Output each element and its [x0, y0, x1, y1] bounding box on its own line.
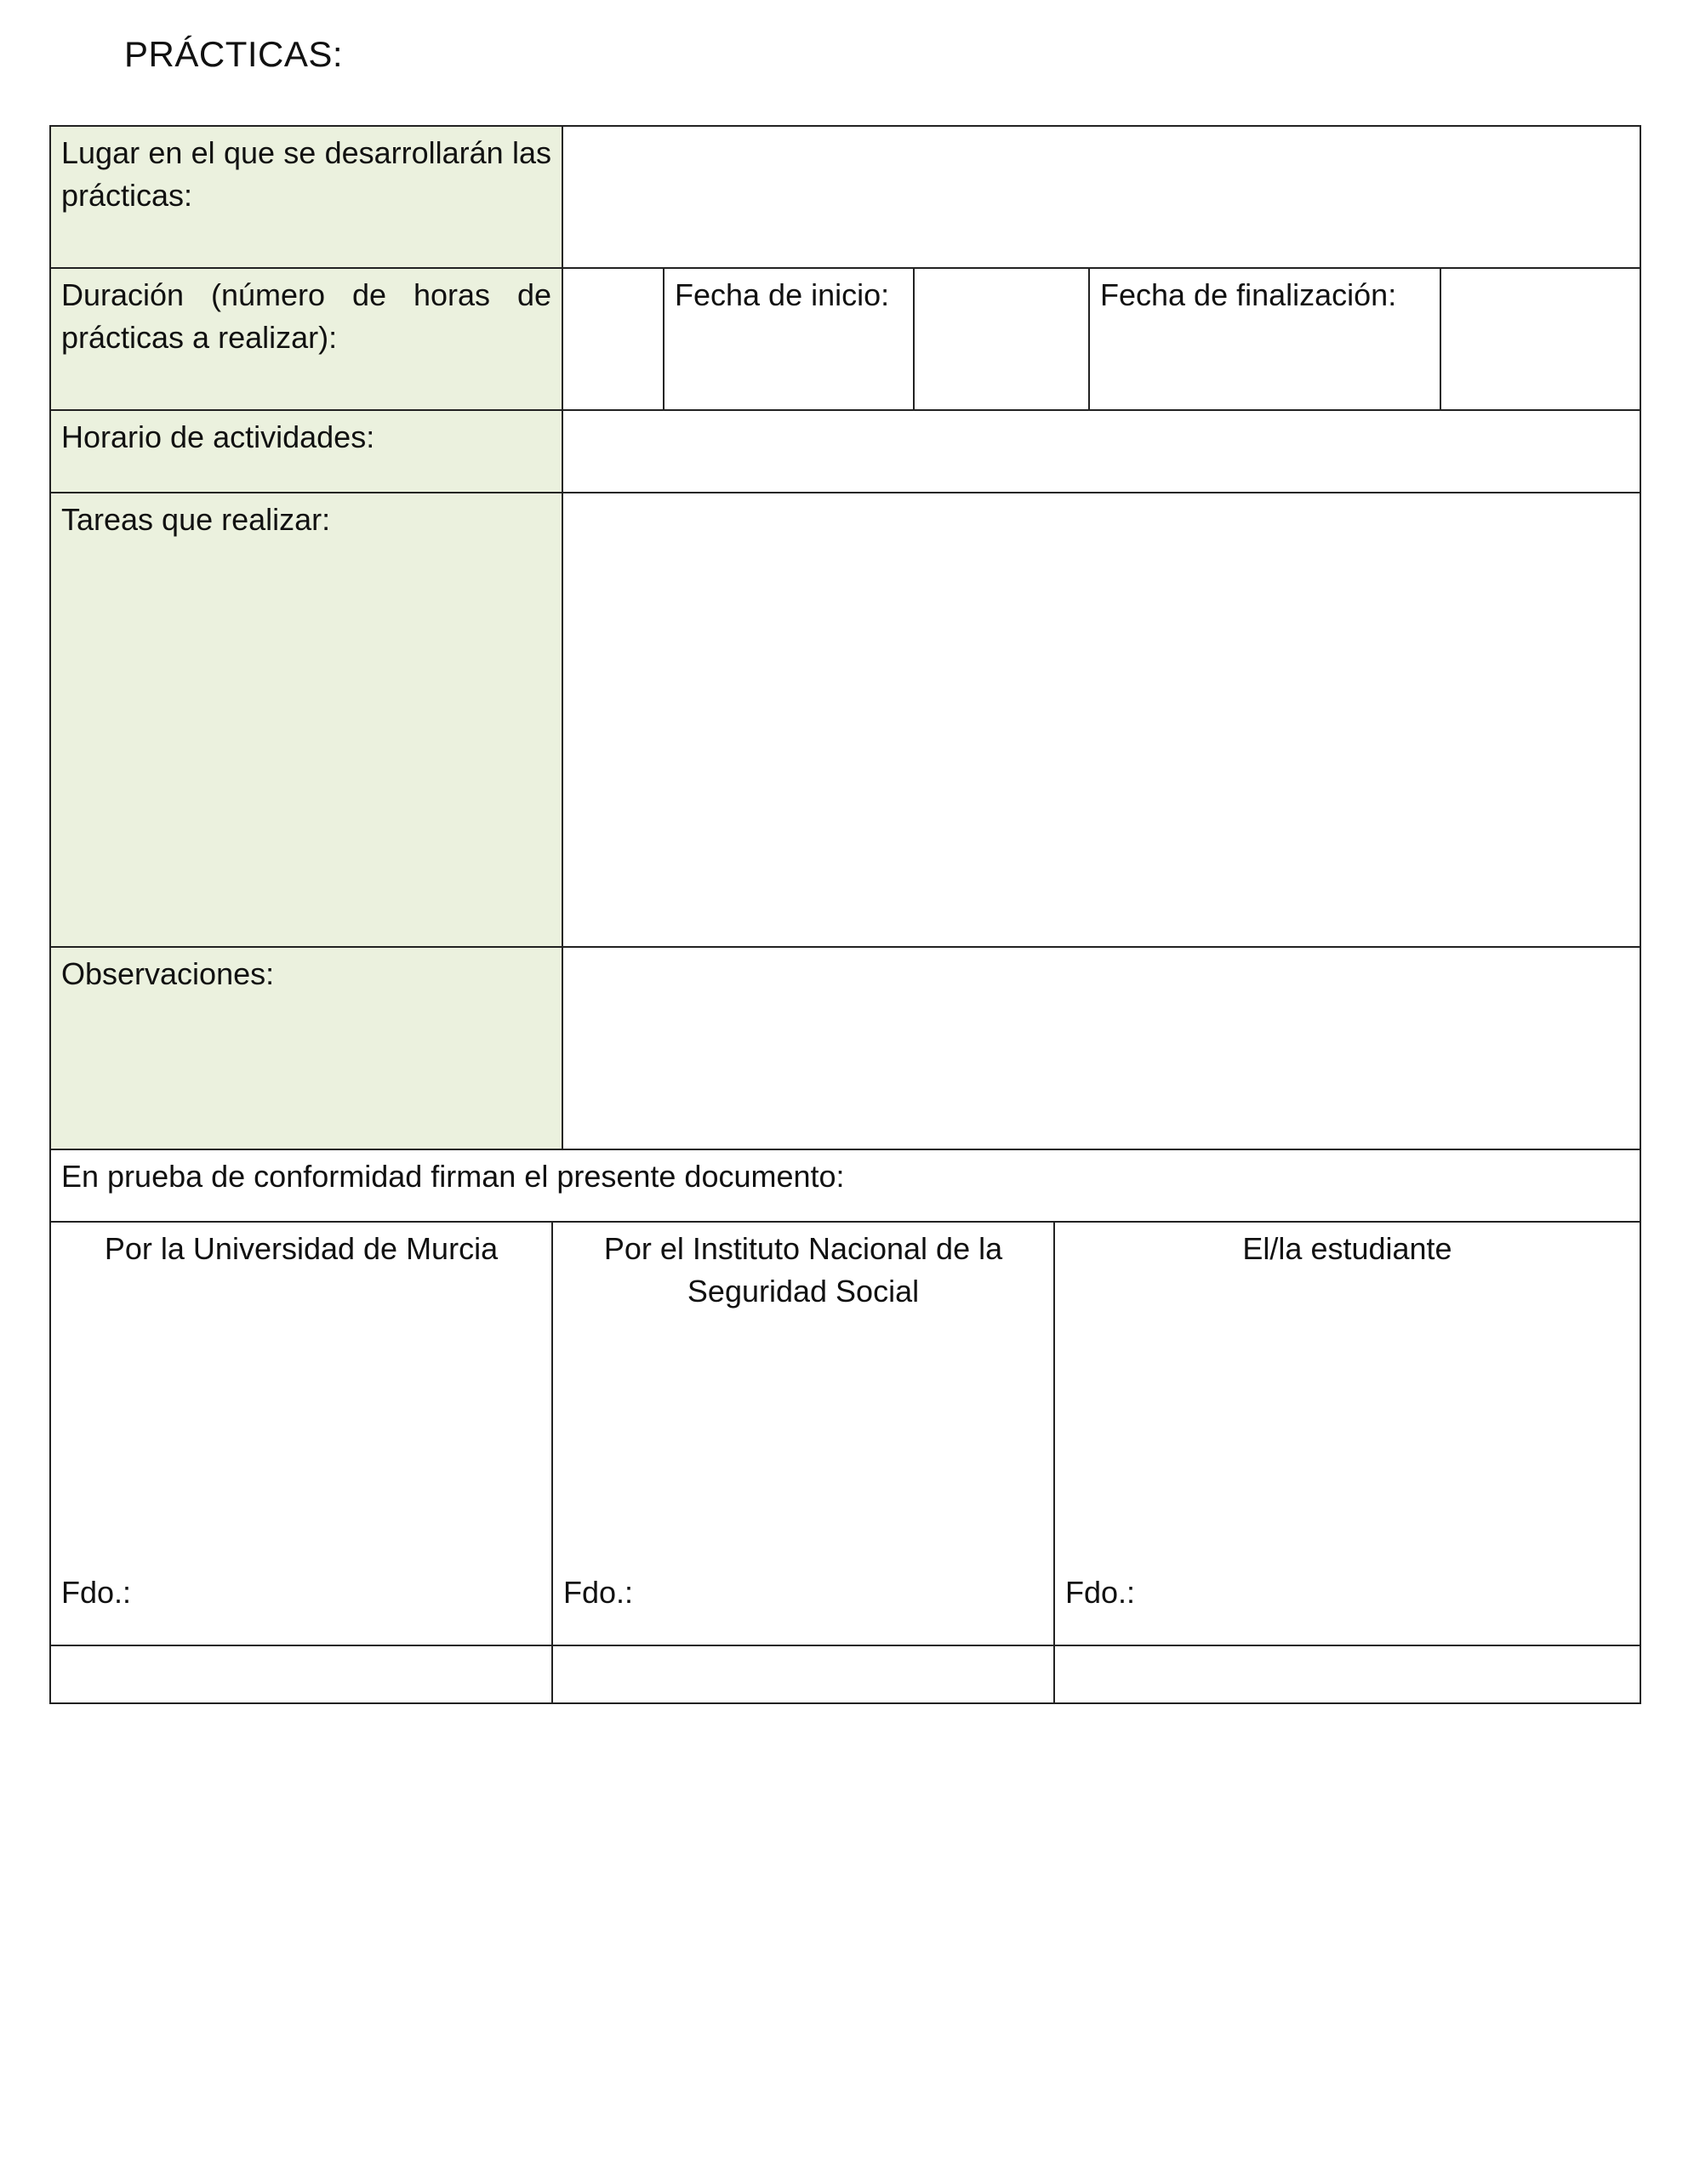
horario-label: Horario de actividades: — [51, 411, 563, 492]
signature-estudiante[interactable] — [1055, 1223, 1640, 1702]
horario-field[interactable] — [563, 411, 1640, 492]
observaciones-label: Observaciones: — [51, 948, 563, 1149]
signature-party-label: El/la estudiante — [1242, 1231, 1452, 1266]
fecha-inicio-label: Fecha de inicio: — [664, 269, 915, 409]
signature-line — [51, 1645, 551, 1646]
signature-party-label: Por la Universidad de Murcia — [104, 1231, 499, 1266]
lugar-label: Lugar en el que se desarrollarán las prácticas: — [51, 127, 563, 267]
row-lugar — [51, 127, 1640, 269]
tareas-field[interactable] — [563, 493, 1640, 946]
signature-party-label: Por el Instituto Nacional de la Seguridad Social — [603, 1231, 1003, 1309]
fecha-inicio-field[interactable] — [915, 269, 1090, 409]
signature-line — [1055, 1645, 1640, 1646]
duracion-label: Duración (número de horas de prácticas a realizar): — [51, 269, 563, 409]
signature-fdo-label: Fdo.: — [1065, 1575, 1136, 1610]
signature-fdo-label: Fdo.: — [61, 1575, 132, 1610]
tareas-label: Tareas que realizar: — [51, 493, 563, 946]
row-observaciones — [51, 948, 1640, 1150]
observaciones-field[interactable] — [563, 948, 1640, 1149]
lugar-field[interactable] — [563, 127, 1640, 267]
row-duracion — [51, 269, 1640, 411]
signature-inss[interactable] — [553, 1223, 1055, 1702]
fecha-fin-field[interactable] — [1441, 269, 1640, 409]
signature-fdo-label: Fdo.: — [563, 1575, 634, 1610]
row-conformidad — [51, 1150, 1640, 1223]
page-title: PRÁCTICAS: — [124, 34, 344, 74]
duracion-field[interactable] — [563, 269, 664, 409]
signature-universidad[interactable] — [51, 1223, 553, 1702]
conformidad-text: En prueba de conformidad firman el presente documento: — [61, 1159, 845, 1194]
row-firmas — [51, 1223, 1640, 1702]
row-tareas — [51, 493, 1640, 948]
row-horario — [51, 411, 1640, 493]
signature-line — [553, 1645, 1053, 1646]
practicas-form — [49, 125, 1641, 1704]
fecha-fin-label: Fecha de finalización: — [1090, 269, 1441, 409]
